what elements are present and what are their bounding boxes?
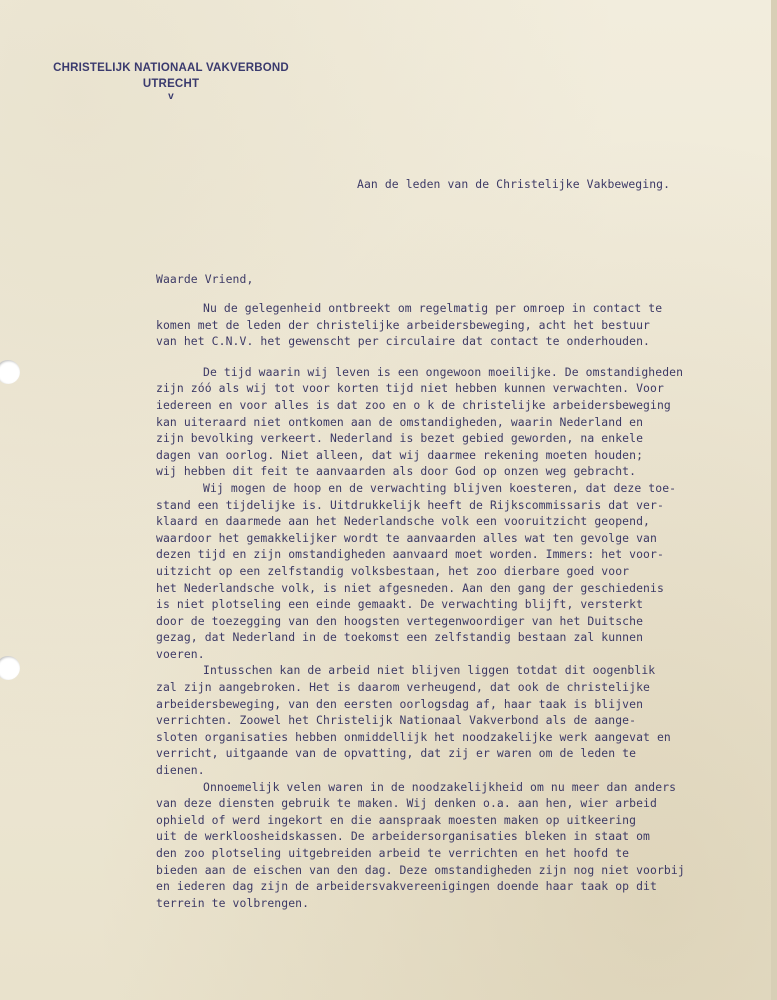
body-line — [156, 480, 696, 497]
body-line — [156, 613, 696, 630]
body-line-text: zijn zóó als wij tot voor korten tijd niet hebben kunnen verwachten. Voor — [156, 381, 664, 396]
body-line — [156, 414, 696, 431]
body-line — [156, 497, 696, 514]
body-line-text: Wij mogen de hoop en de verwachting blijven koesteren, dat deze toe- — [203, 480, 677, 495]
body-line-text: gezag, dat Nederland in de toekomst een zelfstandig bestaan zal kunnen — [156, 630, 644, 645]
body-line-text: ophield of werd ingekort en die aanspraak moesten maken op uitkeering — [156, 812, 637, 827]
body-line — [156, 629, 696, 646]
body-line — [156, 812, 696, 829]
body-line-text: kan uiteraard niet ontkomen aan de omstandigheden, waarin Nederland en — [156, 414, 644, 429]
letterhead-mark: v — [168, 91, 174, 102]
letterhead-city: UTRECHT — [142, 78, 200, 90]
body-line — [156, 397, 696, 414]
body-line — [156, 878, 696, 895]
body-line — [156, 513, 696, 530]
body-line — [156, 696, 696, 713]
body-line-text: bieden aan de eischen van den dag. Deze omstandigheden zijn nog niet voorbij — [156, 862, 685, 877]
body-line — [156, 563, 696, 580]
body-line-text: wij hebben dit feit te aanvaarden als door God op onzen weg gebracht. — [156, 464, 637, 479]
letterhead-organization: CHRISTELIJK NATIONAAL VAKVERBOND — [53, 62, 289, 74]
addressee-line: Aan de leden van de Christelijke Vakbeweging. — [357, 177, 671, 191]
body-line — [156, 430, 696, 447]
body-line — [156, 845, 696, 862]
body-line — [156, 596, 696, 613]
body-line — [156, 646, 696, 663]
body-line — [156, 580, 696, 597]
body-line — [156, 317, 696, 334]
body-line — [156, 530, 696, 547]
body-line-text: is niet plotseling een einde gemaakt. De verwachting blijft, versterkt — [156, 597, 644, 612]
body-line — [156, 895, 696, 912]
body-line-text: De tijd waarin wij leven is een ongewoon moeilijke. De omstandigheden — [203, 364, 684, 379]
body-line — [156, 762, 696, 779]
body-line-text: Intusschen kan de arbeid niet blijven liggen totdat dit oogenblik — [203, 663, 656, 678]
body-line-text: dezen tijd en zijn omstandigheden aanvaard moet worden. Immers: het voor- — [156, 547, 664, 562]
body-line-text: dagen van oorlog. Niet alleen, dat wij daarmee rekening moeten houden; — [156, 447, 644, 462]
body-line-text: klaard en daarmede aan het Nederlandsche volk een vooruitzicht geopend, — [156, 514, 650, 529]
body-line-text: komen met de leden der christelijke arbeidersbeweging, acht het bestuur — [156, 317, 650, 332]
body-line — [156, 712, 696, 729]
body-line-text: terrein te volbrengen. — [156, 895, 310, 910]
body-line — [156, 828, 696, 845]
body-line — [156, 679, 696, 696]
body-line-text: en iederen dag zijn de arbeidersvakvereenigingen doende haar taak op dit — [156, 879, 657, 894]
body-line-text: arbeidersbeweging, van den eersten oorlogsdag af, haar taak is blijven — [156, 696, 644, 711]
body-line — [156, 546, 696, 563]
body-line-text: zijn bevolking verkeert. Nederland is bezet gebied geworden, na enkele — [156, 431, 644, 446]
body-line-text: verricht, uitgaande van de opvatting, dat zij er waren om de leden te — [156, 746, 637, 761]
punch-hole-bottom — [0, 656, 20, 680]
body-line-text: waardoor het gemakkelijker wordt te aanvaarden alles wat ten gevolge van — [156, 530, 657, 545]
body-line-text: stand een tijdelijke is. Uitdrukkelijk heeft de Rijkscommissaris dat ver- — [156, 497, 664, 512]
body-line — [156, 862, 696, 879]
body-line — [156, 779, 696, 796]
body-line-text: uitzicht op een zelfstandig volksbestaan, het zoo dierbare goed voor — [156, 563, 630, 578]
body-line-text: door de toezegging van den hoogsten vertegenwoordiger van het Duitsche — [156, 613, 644, 628]
body-line — [156, 463, 696, 480]
body-line-text: den zoo plotseling uitgebreiden arbeid te verrichten en het hoofd te — [156, 846, 630, 860]
salutation: Waarde Vriend, — [156, 272, 254, 286]
body-line-text: sloten organisaties hebben onmiddellijk het noodzakelijke werk aangevat en — [156, 729, 671, 744]
letter-body — [156, 300, 696, 911]
body-line-text: uit de werkloosheidskassen. De arbeidersorganisaties bleken in staat om — [156, 829, 650, 844]
body-line-text: zal zijn aangebroken. Het is daarom verheugend, dat ook de christelijke — [156, 680, 650, 695]
body-line — [156, 447, 696, 464]
body-line-text: verrichten. Zoowel het Christelijk Nationaal Vakverbond als de aange- — [156, 713, 637, 728]
body-line-text: Nu de gelegenheid ontbreekt om regelmatig per omroep in contact te — [203, 301, 663, 315]
body-line-text: van het C.N.V. het gewenscht per circulaire dat contact te onderhouden. — [156, 334, 650, 349]
body-line — [156, 364, 696, 381]
body-line-text: het Nederlandsche volk, is niet afgesneden. Aan den gang der geschiedenis — [156, 580, 664, 595]
body-line-text: dienen. — [156, 763, 205, 778]
body-line-text: voeren. — [156, 646, 205, 661]
body-line — [156, 333, 696, 350]
letterhead — [40, 60, 302, 102]
body-line-text: iedereen en voor alles is dat zoo en o k de christelijke arbeidersbeweging — [156, 397, 671, 412]
punch-hole-top — [0, 360, 20, 384]
body-line — [156, 729, 696, 746]
body-line — [156, 745, 696, 762]
body-line — [156, 795, 696, 812]
body-line — [156, 662, 696, 679]
body-line-text: Onnoemelijk velen waren in de noodzakelijkheid om nu meer dan anders — [203, 779, 677, 794]
body-line — [156, 380, 696, 397]
body-line-text: van deze diensten gebruik te maken. Wij denken o.a. aan hen, wier arbeid — [156, 796, 657, 811]
body-line — [156, 300, 696, 317]
